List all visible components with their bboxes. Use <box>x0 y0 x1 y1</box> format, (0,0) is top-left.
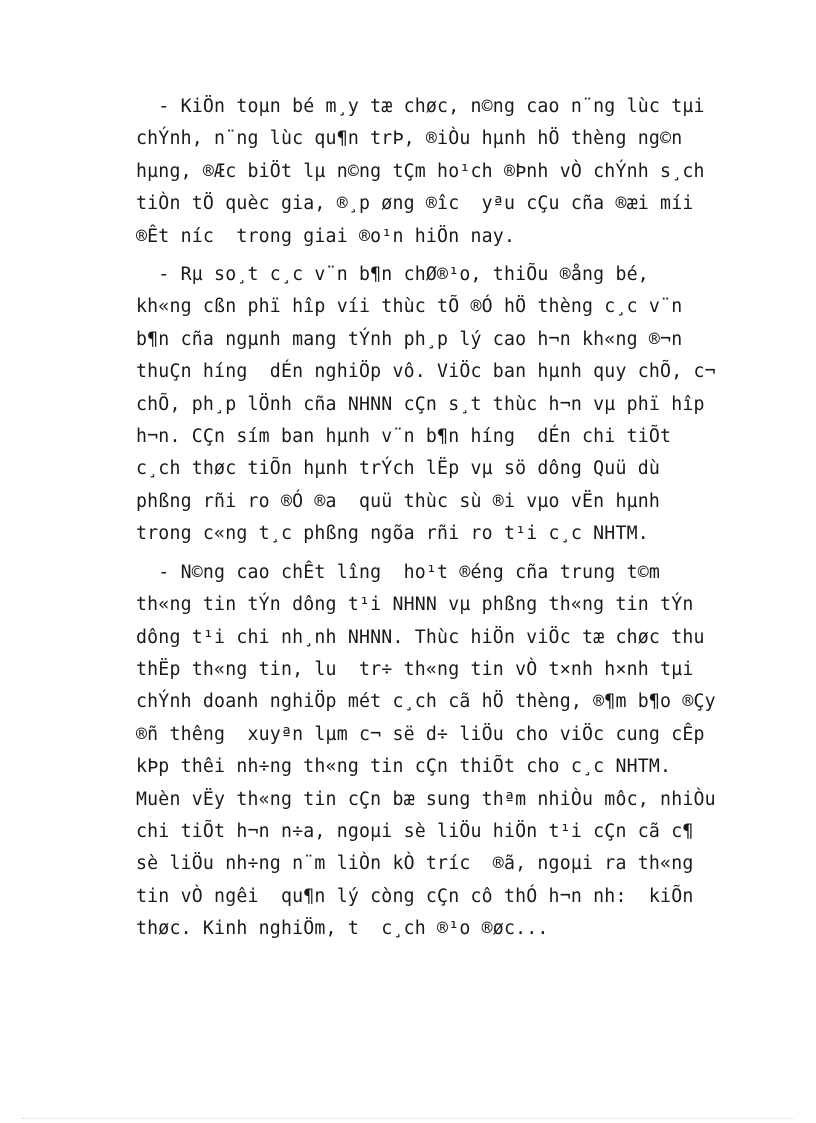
text-line: chi tiÕt h¬n n÷a, ngoµi sè liÖu hiÖn t¹i cÇn cã c¶ <box>136 820 694 842</box>
paragraph-3 <box>136 557 768 946</box>
text-line: - N©ng cao chÊt lîng ho¹t ®éng cña trung t©m <box>136 561 661 583</box>
text-line: ®ñ thêng xuyªn lµm c¬ së d÷ liÖu cho viÖc cung cÊp <box>136 723 705 745</box>
text-line: hµng, ®Æc biÖt lµ n©ng tÇm ho¹ch ®Þnh vÒ chÝnh s¸ch <box>136 160 705 182</box>
text-line: ®Êt níc trong giai ®o¹n hiÖn nay. <box>136 225 516 247</box>
text-line: tiÒn tÖ quèc gia, ®¸p øng ®îc yªu cÇu cña ®æi míi <box>136 193 694 215</box>
text-line: chÕ, ph¸p lÖnh cña NHNN cÇn s¸t thùc h¬n vµ phï hîp <box>136 393 705 415</box>
text-line: th«ng tin tÝn dông t¹i NHNN vµ phßng th«ng tin tÝn <box>136 594 694 616</box>
text-line: kh«ng cßn phï hîp víi thùc tÕ ®Ó hÖ thèng c¸c v¨n <box>136 296 683 318</box>
text-line: b¶n cña ngµnh mang tÝnh ph¸p lý cao h¬n kh«ng ®¬n <box>136 328 683 350</box>
text-line: Muèn vËy th«ng tin cÇn bæ sung thªm nhiÒu môc, nhiÒu <box>136 788 716 810</box>
text-line: trong c«ng t¸c phßng ngõa rñi ro t¹i c¸c NHTM. <box>136 523 649 545</box>
text-line: tin vÒ ngêi qu¶n lý còng cÇn cô thÓ h¬n nh: kiÕn <box>136 885 694 907</box>
page-bottom-divider <box>22 1118 794 1119</box>
text-line: c¸ch thøc tiÕn hµnh trÝch lËp vµ sö dông Quü dù <box>136 458 661 480</box>
text-line: - Rµ so¸t c¸c v¨n b¶n chØ®¹o, thiÕu ®ång bé, <box>136 264 649 286</box>
text-line: dông t¹i chi nh¸nh NHNN. Thùc hiÖn viÖc tæ chøc thu <box>136 626 705 648</box>
text-line: chÝnh, n¨ng lùc qu¶n trÞ, ®iÒu hµnh hÖ thèng ng©n <box>136 128 683 150</box>
paragraph-1 <box>136 91 768 253</box>
text-line: kÞp thêi nh÷ng th«ng tin cÇn thiÕt cho c¸c NHTM. <box>136 756 672 778</box>
text-line: thuÇn híng dÉn nghiÖp vô. ViÖc ban hµnh quy chÕ, c¬ <box>136 361 716 383</box>
paragraph-2 <box>136 259 768 551</box>
text-line: h¬n. CÇn sím ban hµnh v¨n b¶n híng dÉn chi tiÕt <box>136 426 672 448</box>
text-line: - KiÖn toµn bé m¸y tæ chøc, n©ng cao n¨ng lùc tµi <box>136 96 705 117</box>
document-body <box>136 91 768 952</box>
text-line: phßng rñi ro ®Ó ®a quü thùc sù ®i vµo vËn hµnh <box>136 490 661 512</box>
text-line: sè liÖu nh÷ng n¨m liÒn kÒ tríc ®ã, ngoµi ra th«ng <box>136 853 694 875</box>
text-line: chÝnh doanh nghiÖp mét c¸ch cã hÖ thèng, ®¶m b¶o ®Çy <box>136 691 716 713</box>
text-line: thøc. Kinh nghiÖm, t c¸ch ®¹o ®øc... <box>136 918 549 940</box>
text-line: thËp th«ng tin, lu tr÷ th«ng tin vÒ t×nh h×nh tµi <box>136 658 694 680</box>
